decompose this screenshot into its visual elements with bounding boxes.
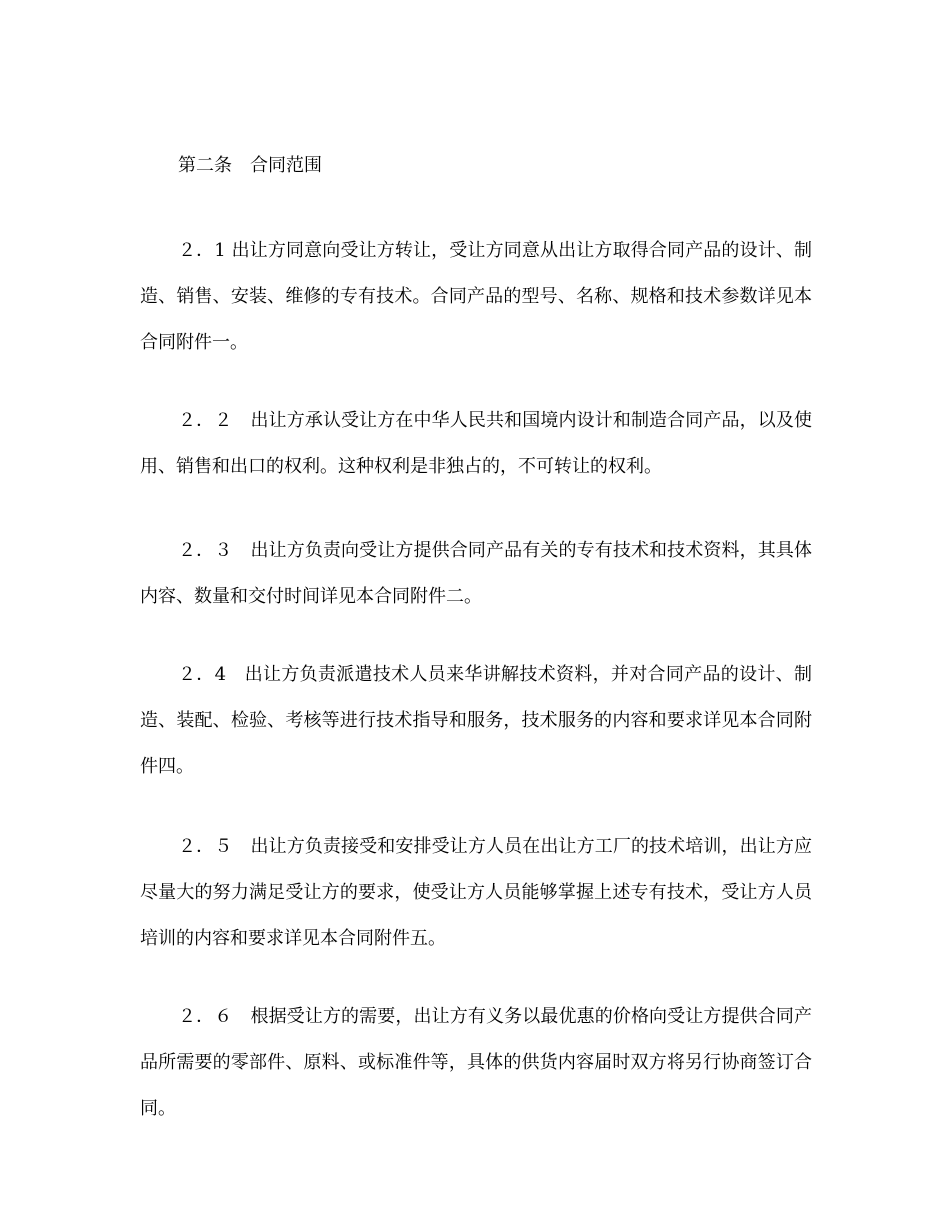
- clause-2-2: ２．２ 出让方承认受让方在中华人民共和国境内设计和制造合同产品，以及使用、销售和出口的权利。这种权利是非独占的，不可转让的权利。: [140, 410, 812, 477]
- clause-2-6: ２．６ 根据受让方的需要，出让方有义务以最优惠的价格向受让方提供合同产品所需要的零部件、原料、或标准件等，具体的供货内容届时双方将另行协商签订合同。: [140, 1006, 812, 1119]
- clause-2-1: ２．1 出让方同意向受让方转让，受让方同意从出让方取得合同产品的设计、制造、销售、安装、维修的专有技术。合同产品的型号、名称、规格和技术参数详见本合同附件一。: [140, 240, 812, 353]
- clause-2-5: ２．５ 出让方负责接受和安排受让方人员在出让方工厂的技术培训，出让方应尽量大的努力满足受让方的要求，使受让方人员能够掌握上述专有技术，受让方人员培训的内容和要求详见本合同附件五。: [140, 836, 812, 949]
- clause-2-4: ２．4 出让方负责派遣技术人员来华讲解技术资料，并对合同产品的设计、制造、装配、检验、考核等进行技术指导和服务，技术服务的内容和要求详见本合同附件四。: [140, 664, 812, 777]
- section-heading: 第二条 合同范围: [178, 155, 322, 176]
- clause-2-3: ２．３ 出让方负责向受让方提供合同产品有关的专有技术和技术资料，其具体内容、数量和交付时间详见本合同附件二。: [140, 540, 812, 607]
